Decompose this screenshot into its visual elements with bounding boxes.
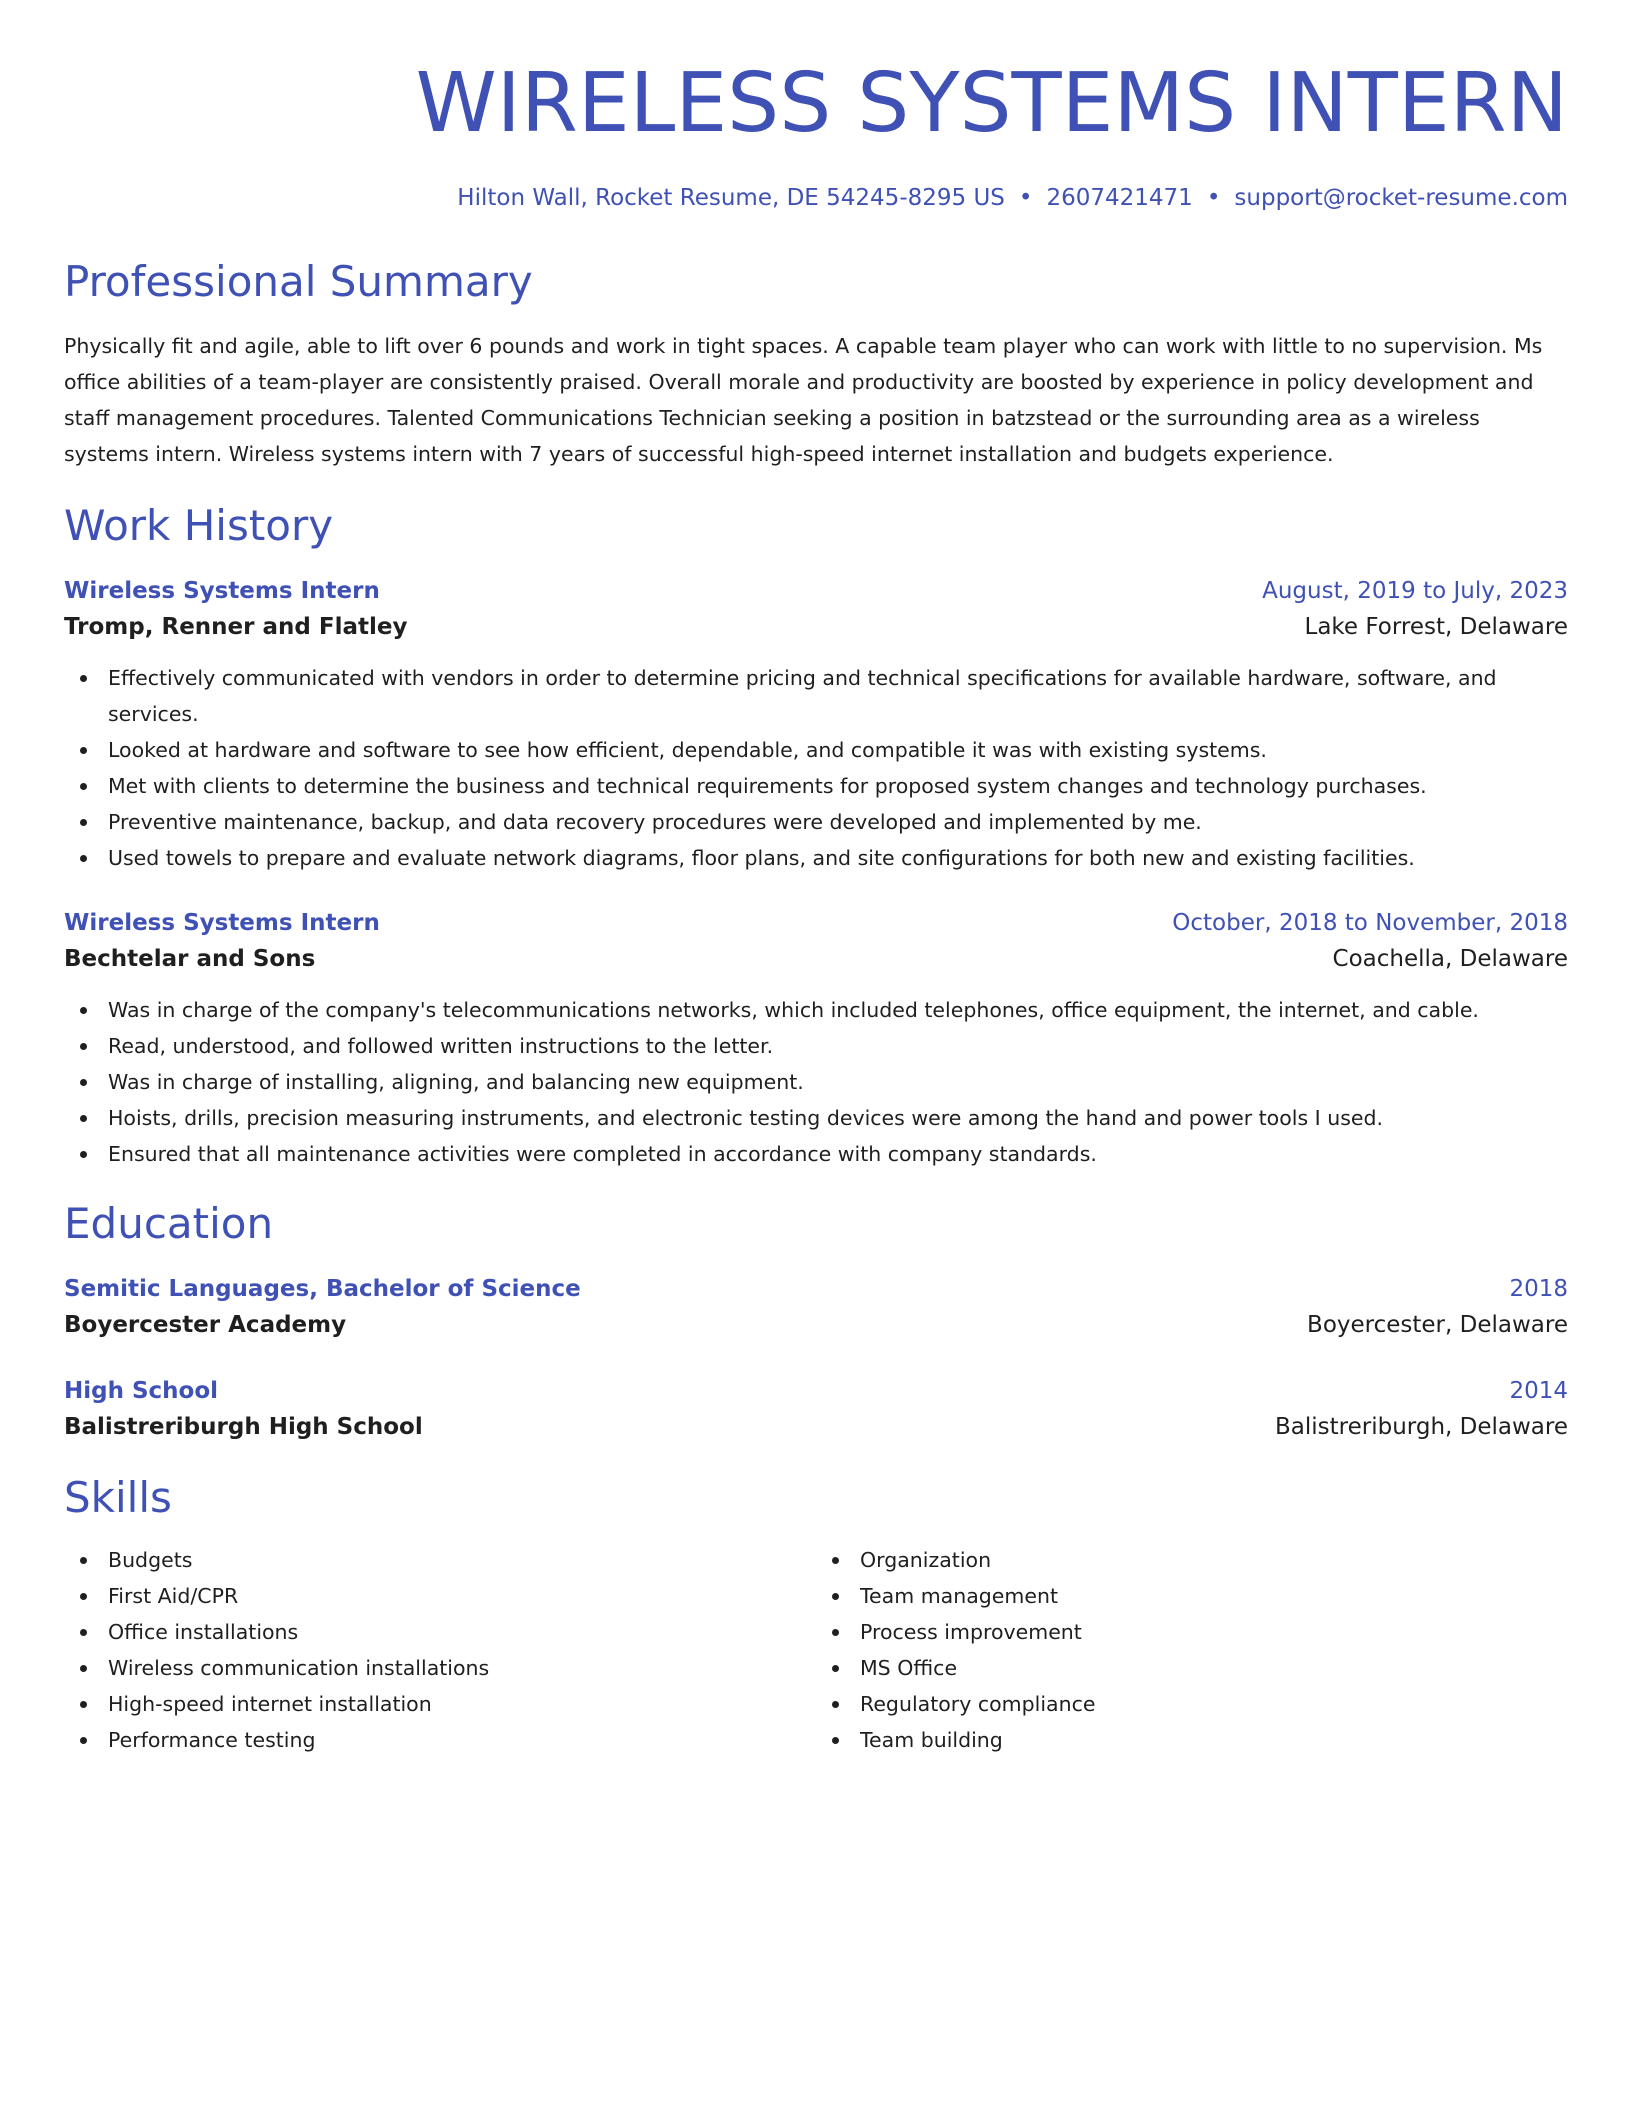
job-bullets [64, 992, 1568, 1172]
contact-phone: 2607421471 [1046, 185, 1193, 211]
education-entry [64, 1272, 1568, 1344]
job-role: Wireless Systems Intern [64, 910, 380, 936]
education-degree: Semitic Languages, Bachelor of Science [64, 1276, 581, 1302]
education-year: 2014 [1509, 1378, 1568, 1404]
skills-section [64, 1470, 1568, 1758]
skills-list [816, 1542, 1568, 1758]
skills-column-left [64, 1542, 816, 1758]
list-item: Preventive maintenance, backup, and data recovery procedures were developed and implemented by me. [64, 804, 1568, 840]
skills-column-right [816, 1542, 1568, 1758]
list-item: Used towels to prepare and evaluate network diagrams, floor plans, and site configurations for both new and existing facilities. [64, 840, 1568, 876]
list-item: Was in charge of the company's telecommunications networks, which included telephones, office equipment, the internet, and cable. [64, 992, 1568, 1028]
resume-header [64, 0, 1568, 214]
job-dates: August, 2019 to July, 2023 [1262, 578, 1568, 604]
list-item: Wireless communication installations [64, 1650, 816, 1686]
list-item: Performance testing [64, 1722, 816, 1758]
list-item: Ensured that all maintenance activities were completed in accordance with company standards. [64, 1136, 1568, 1172]
work-history-heading: Work History [64, 501, 334, 550]
education-heading: Education [64, 1199, 274, 1248]
education-location: Balistreriburgh, Delaware [1275, 1414, 1568, 1440]
list-item: Regulatory compliance [816, 1686, 1568, 1722]
contact-separator: • [1018, 185, 1033, 211]
candidate-title: WIRELESS SYSTEMS INTERN [415, 56, 1568, 151]
list-item: Organization [816, 1542, 1568, 1578]
list-item: Team management [816, 1578, 1568, 1614]
work-history-section [64, 498, 1568, 1172]
list-item: Team building [816, 1722, 1568, 1758]
job-entry [64, 574, 1568, 876]
list-item: Hoists, drills, precision measuring instruments, and electronic testing devices were among the hand and power tools I used. [64, 1100, 1568, 1136]
summary-heading: Professional Summary [64, 257, 533, 306]
skills-grid [64, 1542, 1568, 1758]
job-location: Coachella, Delaware [1332, 946, 1568, 972]
list-item: Office installations [64, 1614, 816, 1650]
summary-section [64, 254, 1568, 472]
list-item: Process improvement [816, 1614, 1568, 1650]
education-section [64, 1196, 1568, 1446]
skills-heading: Skills [64, 1473, 172, 1522]
list-item: MS Office [816, 1650, 1568, 1686]
education-degree: High School [64, 1378, 219, 1404]
list-item: Was in charge of installing, aligning, and balancing new equipment. [64, 1064, 1568, 1100]
education-location: Boyercester, Delaware [1307, 1312, 1568, 1338]
list-item: Budgets [64, 1542, 816, 1578]
list-item: Looked at hardware and software to see how efficient, dependable, and compatible it was with existing systems. [64, 732, 1568, 768]
contact-separator: • [1206, 185, 1221, 211]
job-company: Tromp, Renner and Flatley [64, 614, 408, 640]
summary-text: Physically fit and agile, able to lift over 6 pounds and work in tight spaces. A capable team player who can work with little to no supervision. Ms office abilities of a team-player are consistently praised. Overall morale and productivity are boosted by experience in policy development and staff management procedures. Talented Communications Technician seeking a position in batzstead or the surrounding area as a wireless systems intern. Wireless systems intern with 7 years of successful high-speed internet installation and budgets experience. [64, 334, 1543, 466]
list-item: Met with clients to determine the business and technical requirements for proposed system changes and technology purchases. [64, 768, 1568, 804]
list-item: Read, understood, and followed written instructions to the letter. [64, 1028, 1568, 1064]
job-location: Lake Forrest, Delaware [1304, 614, 1568, 640]
job-dates: October, 2018 to November, 2018 [1172, 910, 1568, 936]
education-school: Balistreriburgh High School [64, 1414, 423, 1440]
list-item: Effectively communicated with vendors in order to determine pricing and technical specifications for available hardware, software, and services. [64, 660, 1568, 732]
education-year: 2018 [1509, 1276, 1568, 1302]
job-entry [64, 906, 1568, 1172]
contact-address: Hilton Wall, Rocket Resume, DE 54245-8295 US [457, 185, 1005, 211]
job-company: Bechtelar and Sons [64, 946, 316, 972]
job-role: Wireless Systems Intern [64, 578, 380, 604]
list-item: First Aid/CPR [64, 1578, 816, 1614]
list-item: High-speed internet installation [64, 1686, 816, 1722]
job-bullets [64, 660, 1568, 876]
education-entry [64, 1374, 1568, 1446]
contact-line [64, 182, 1568, 214]
contact-email: support@rocket-resume.com [1234, 185, 1568, 211]
skills-list [64, 1542, 816, 1758]
education-school: Boyercester Academy [64, 1312, 347, 1338]
